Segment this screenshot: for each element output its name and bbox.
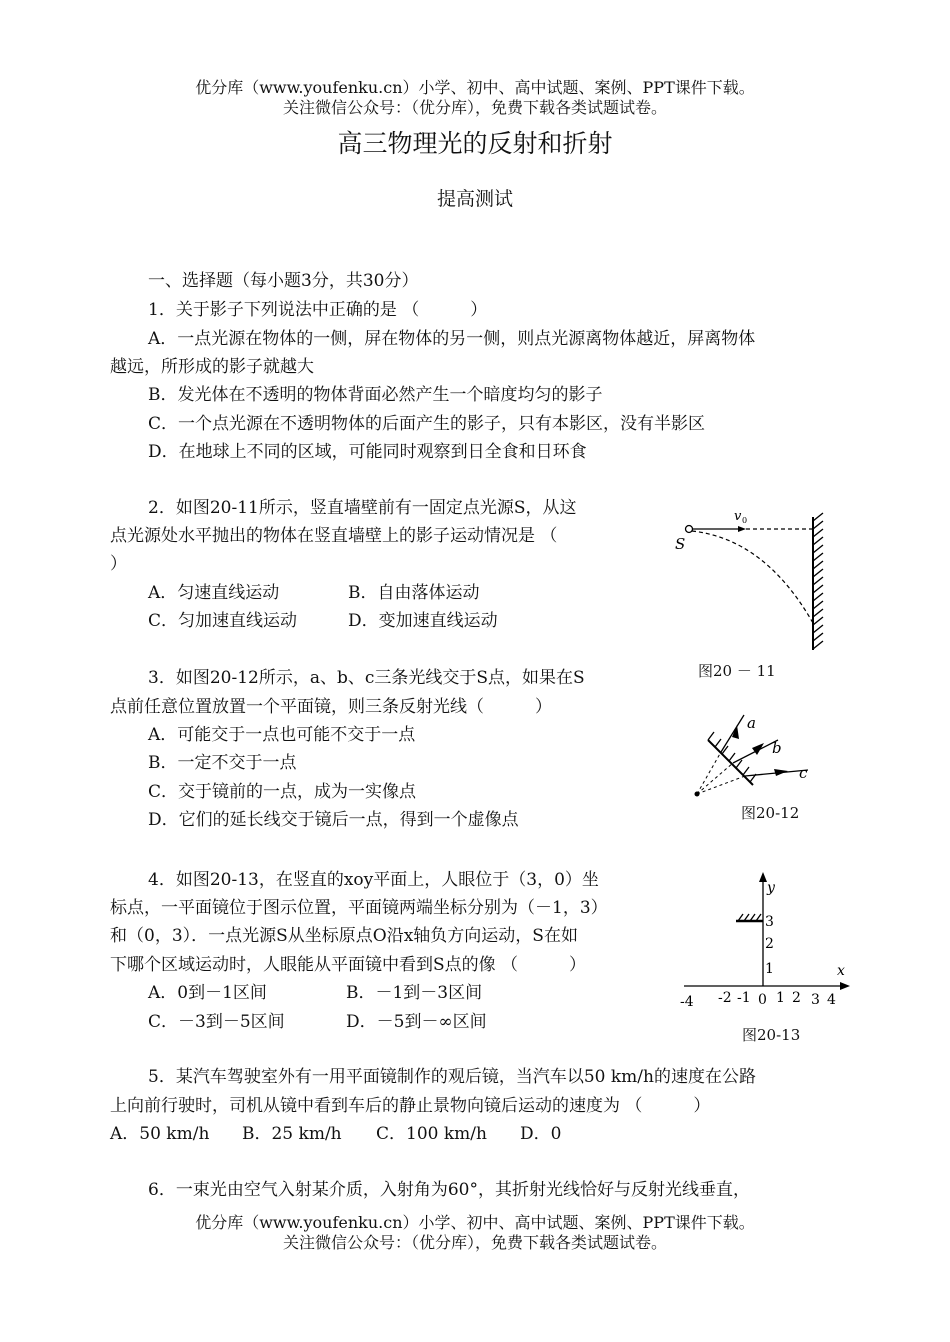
x-tick-neg4: -4 <box>680 994 694 1010</box>
y-tick-3: 3 <box>765 914 774 930</box>
q3-stem-2: 点前任意位置放置一个平面镜，则三条反射光线（ ） <box>110 697 552 717</box>
q2-option-c: C．匀加速直线运动 <box>148 611 298 631</box>
q5-option-d: D．0 <box>520 1124 562 1144</box>
q4-option-b: B．－1到－3区间 <box>346 983 483 1003</box>
footer-line-2: 关注微信公众号：（优分库），免费下载各类试题试卷。 <box>282 1233 667 1252</box>
ray-c-extension <box>697 776 745 794</box>
x-tick-2: 2 <box>792 990 801 1006</box>
q5-option-a: A．50 km/h <box>110 1124 210 1144</box>
header-line-1: 优分库（www.youfenku.cn）小学、初中、高中试题、案例、PPT课件下载。 <box>195 78 755 97</box>
q1-option-a-cont: 越远，所形成的影子就越大 <box>110 357 314 377</box>
q2-option-b: B．自由落体运动 <box>348 583 480 603</box>
q5-stem-1: 5．某汽车驾驶室外有一用平面镜制作的观后镜，当汽车以50 km/h的速度在公路 <box>148 1067 756 1087</box>
q3-option-d: D．它们的延长线交于镜后一点，得到一个虚像点 <box>148 810 519 830</box>
wall-hatching <box>813 513 823 649</box>
y-tick-2: 2 <box>765 936 774 952</box>
x-axis-arrowhead <box>840 982 850 990</box>
q5-option-b: B．25 km/h <box>242 1124 342 1144</box>
page-subtitle: 提高测试 <box>436 188 513 210</box>
q2-option-a: A．匀速直线运动 <box>148 583 280 603</box>
section-heading: 一、选择题（每小题3分，共30分） <box>148 271 419 291</box>
q2-stem-2: 点光源处水平抛出的物体在竖直墙壁上的影子运动情况是 （ <box>110 526 558 546</box>
figure-20-12 <box>690 710 820 800</box>
velocity-arrowhead <box>738 526 746 532</box>
ray-b-arrowhead <box>752 743 764 755</box>
x-axis-label: x <box>837 963 845 979</box>
q1-option-d: D．在地球上不同的区域，可能同时观察到日全食和日环食 <box>148 442 587 462</box>
fig12-label-c: c <box>799 764 808 782</box>
y-axis-label: y <box>767 880 775 896</box>
fig12-label-b: b <box>772 739 782 757</box>
q5-stem-2: 上向前行驶时，司机从镜中看到车后的静止景物向镜后运动的速度为 （ ） <box>110 1096 711 1116</box>
q2-option-d: D．变加速直线运动 <box>348 611 498 631</box>
q3-option-c: C．交于镜前的一点，成为一实像点 <box>148 782 417 802</box>
q4-stem-1: 4．如图20-13，在竖直的xoy平面上，人眼位于（3，0）坐 <box>148 870 599 890</box>
trajectory-curve <box>692 531 813 623</box>
y-tick-1: 1 <box>765 961 774 977</box>
q6-stem-1: 6．一束光由空气入射某介质，入射角为60°，其折射光线恰好与反射光线垂直， <box>148 1180 750 1200</box>
ray-a-extension <box>697 752 721 794</box>
q3-stem-1: 3．如图20-12所示，a、b、c三条光线交于S点，如果在S <box>148 668 585 688</box>
q4-stem-2: 标点，一平面镜位于图示位置，平面镜两端坐标分别为（－1，3） <box>110 898 608 918</box>
mirror-hatching <box>708 732 756 782</box>
q3-option-a: A．可能交于一点也可能不交于一点 <box>148 725 416 745</box>
x-tick-neg2: -2 <box>718 990 732 1006</box>
x-tick-neg1: -1 <box>737 990 751 1006</box>
q5-option-c: C．100 km/h <box>376 1124 487 1144</box>
page-title: 高三物理光的反射和折射 <box>337 129 613 158</box>
x-tick-1: 1 <box>776 990 785 1006</box>
q4-stem-3: 和（0，3）．一点光源S从坐标原点O沿x轴负方向运动，S在如 <box>110 926 578 946</box>
ray-b-extension <box>697 763 733 794</box>
q4-option-a: A．0到－1区间 <box>148 983 267 1003</box>
fig11-label-v-sub: 0 <box>742 516 748 525</box>
fig12-label-a: a <box>747 714 756 732</box>
x-tick-3: 3 <box>811 992 820 1008</box>
x-tick-4: 4 <box>827 992 836 1008</box>
figure-20-13-caption: 图20-13 <box>742 1026 801 1044</box>
q3-option-b: B．一定不交于一点 <box>148 753 297 773</box>
x-tick-0: 0 <box>758 992 767 1008</box>
point-source-dot <box>686 526 693 533</box>
header-line-2: 关注微信公众号：（优分库），免费下载各类试题试卷。 <box>282 98 667 117</box>
y-tick-labels <box>765 914 774 977</box>
figure-20-11-caption: 图20 － 11 <box>698 662 776 680</box>
footer-line-1: 优分库（www.youfenku.cn）小学、初中、高中试题、案例、PPT课件下载。 <box>195 1213 755 1232</box>
q4-option-d: D．－5到－∞区间 <box>346 1012 487 1032</box>
fig11-label-v: v <box>734 509 742 524</box>
y-axis-arrowhead <box>759 872 767 882</box>
q1-option-a: A．一点光源在物体的一侧，屏在物体的另一侧，则点光源离物体越近，屏离物体 <box>148 329 756 349</box>
q1-option-c: C．一个点光源在不透明物体的后面产生的影子，只有本影区，没有半影区 <box>148 414 706 434</box>
figure-20-13 <box>676 868 856 1008</box>
x-tick-labels <box>680 990 836 1010</box>
fig11-label-s: S <box>675 535 686 553</box>
q2-stem-1: 2．如图20-11所示，竖直墙壁前有一固定点光源S，从这 <box>148 498 577 518</box>
q4-stem-4: 下哪个区域运动时，人眼能从平面镜中看到S点的像 （ ） <box>110 955 587 975</box>
q1-stem: 1．关于影子下列说法中正确的是 （ ） <box>148 300 488 320</box>
q2-stem-3: ） <box>110 554 127 574</box>
q1-option-b: B．发光体在不透明的物体背面必然产生一个暗度均匀的影子 <box>148 385 603 405</box>
ray-a <box>721 715 744 752</box>
figure-20-12-caption: 图20-12 <box>741 804 800 822</box>
q4-option-c: C．－3到－5区间 <box>148 1012 285 1032</box>
figure-20-11 <box>670 505 840 655</box>
